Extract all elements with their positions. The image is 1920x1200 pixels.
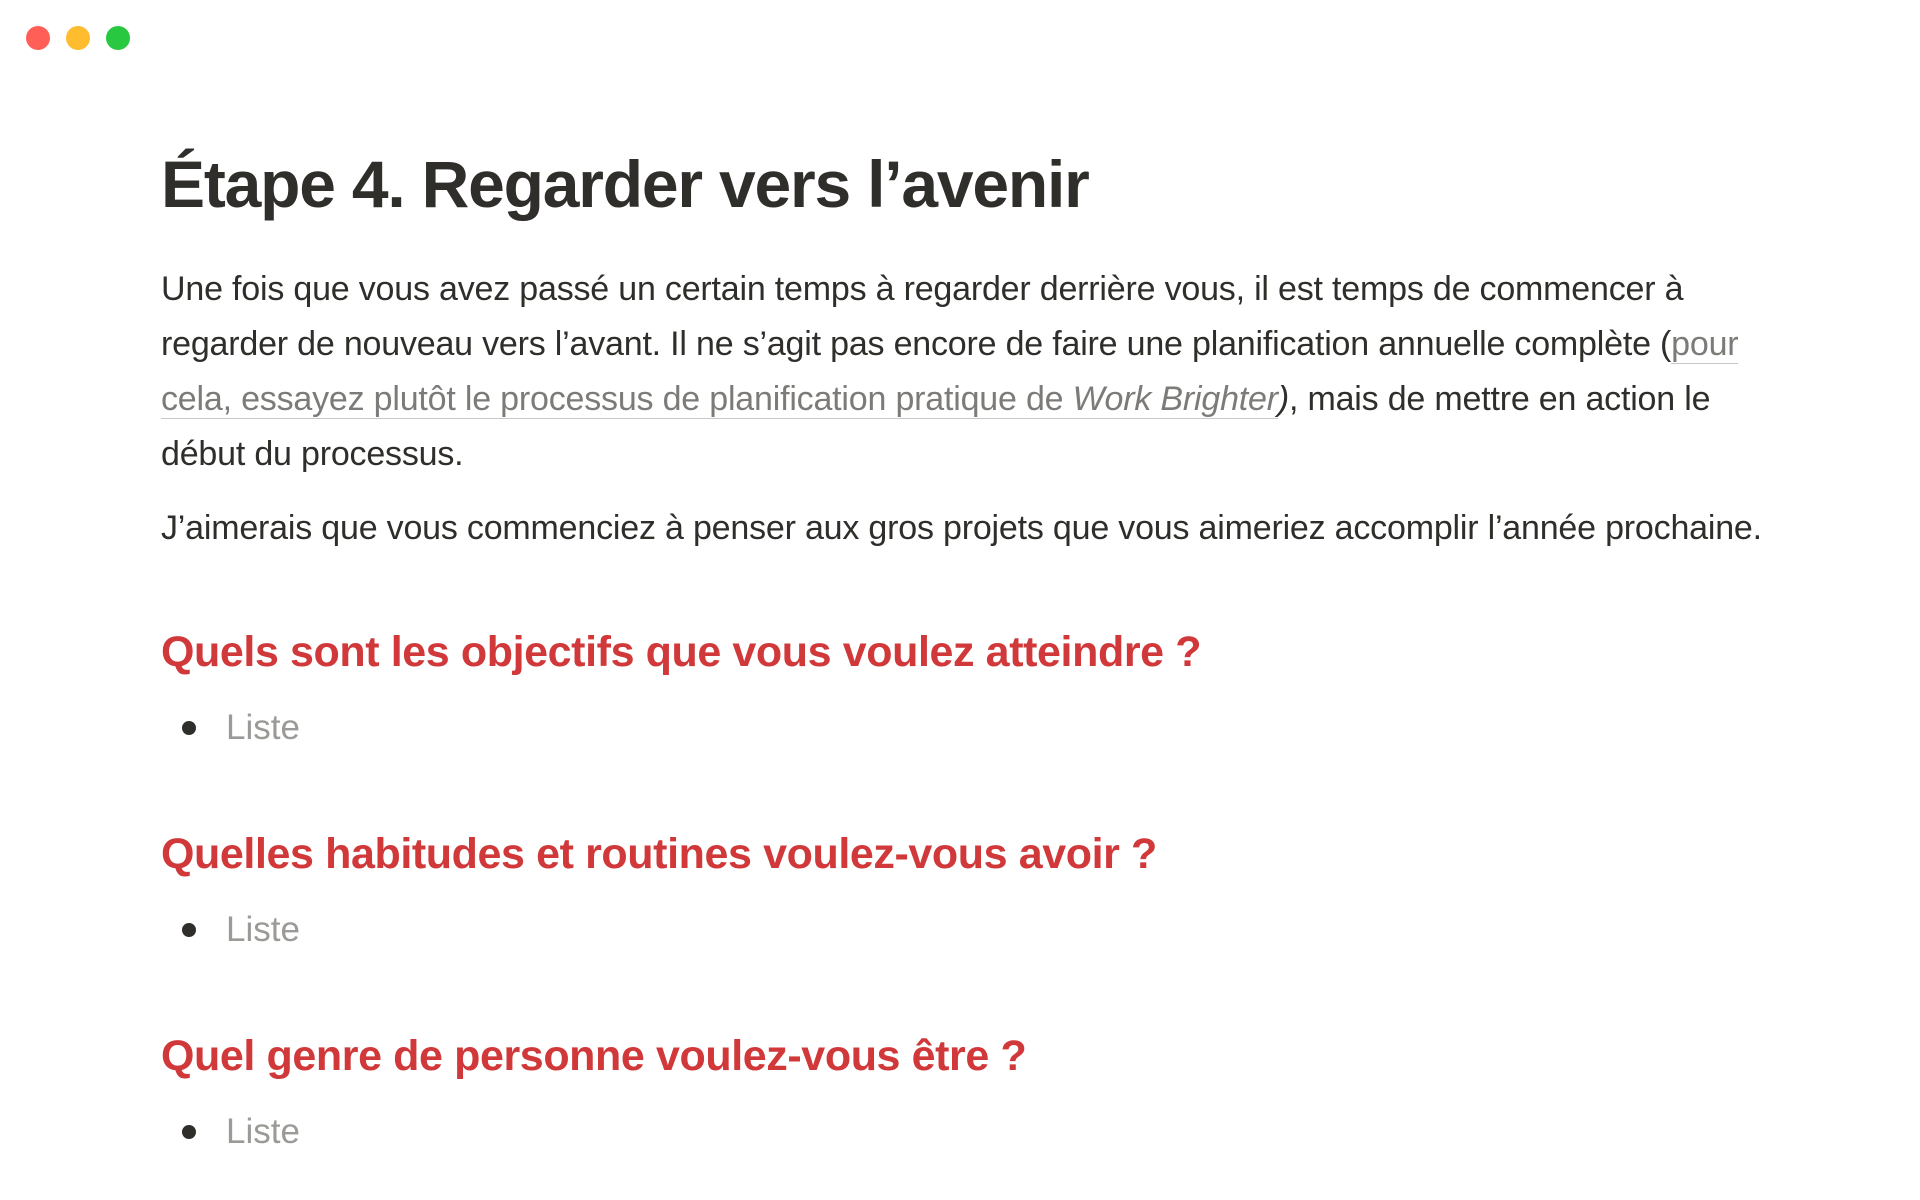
zoom-window-button[interactable] [106, 26, 130, 50]
person-heading[interactable]: Quel genre de personne voulez-vous être ? [161, 1032, 1027, 1080]
window-controls [26, 26, 130, 50]
link-text: pour cela, essayez plutôt le processus de planification pratique de [161, 325, 1739, 418]
intro-close-paren: ) [1277, 380, 1289, 418]
page-content [161, 134, 1761, 1161]
habits-heading[interactable]: Quelles habitudes et routines voulez-vous avoir ? [161, 830, 1157, 878]
person-list-placeholder[interactable]: Liste [226, 1112, 300, 1151]
intro-paragraph[interactable] [161, 262, 1771, 482]
bullet-dot-icon [182, 721, 196, 735]
page-title[interactable]: Étape 4. Regarder vers l’avenir [161, 147, 1089, 221]
person-bullet-item[interactable] [161, 1103, 1761, 1161]
habits-list-placeholder[interactable]: Liste [226, 910, 300, 949]
bullet-dot-icon [182, 1125, 196, 1139]
goals-heading[interactable]: Quels sont les objectifs que vous voulez atteindre ? [161, 628, 1202, 676]
minimize-window-button[interactable] [66, 26, 90, 50]
close-window-button[interactable] [26, 26, 50, 50]
goals-bullet-item[interactable] [161, 699, 1761, 757]
link-italic-text: Work Brighter [1072, 380, 1278, 418]
intro-text-after-link: , mais de mettre en action le début du processus. [161, 380, 1711, 473]
projects-paragraph[interactable]: J’aimerais que vous commenciez à penser aux gros projets que vous aimeriez accomplir l’année prochaine. [161, 509, 1762, 547]
bullet-dot-icon [182, 923, 196, 937]
intro-text-before-link: Une fois que vous avez passé un certain temps à regarder derrière vous, il est temps de commencer à regarder de nouveau vers l’avant. Il ne s’agit pas encore de faire une planification annuelle complète ( [161, 270, 1684, 363]
habits-bullet-item[interactable] [161, 901, 1761, 959]
goals-list-placeholder[interactable]: Liste [226, 708, 300, 747]
